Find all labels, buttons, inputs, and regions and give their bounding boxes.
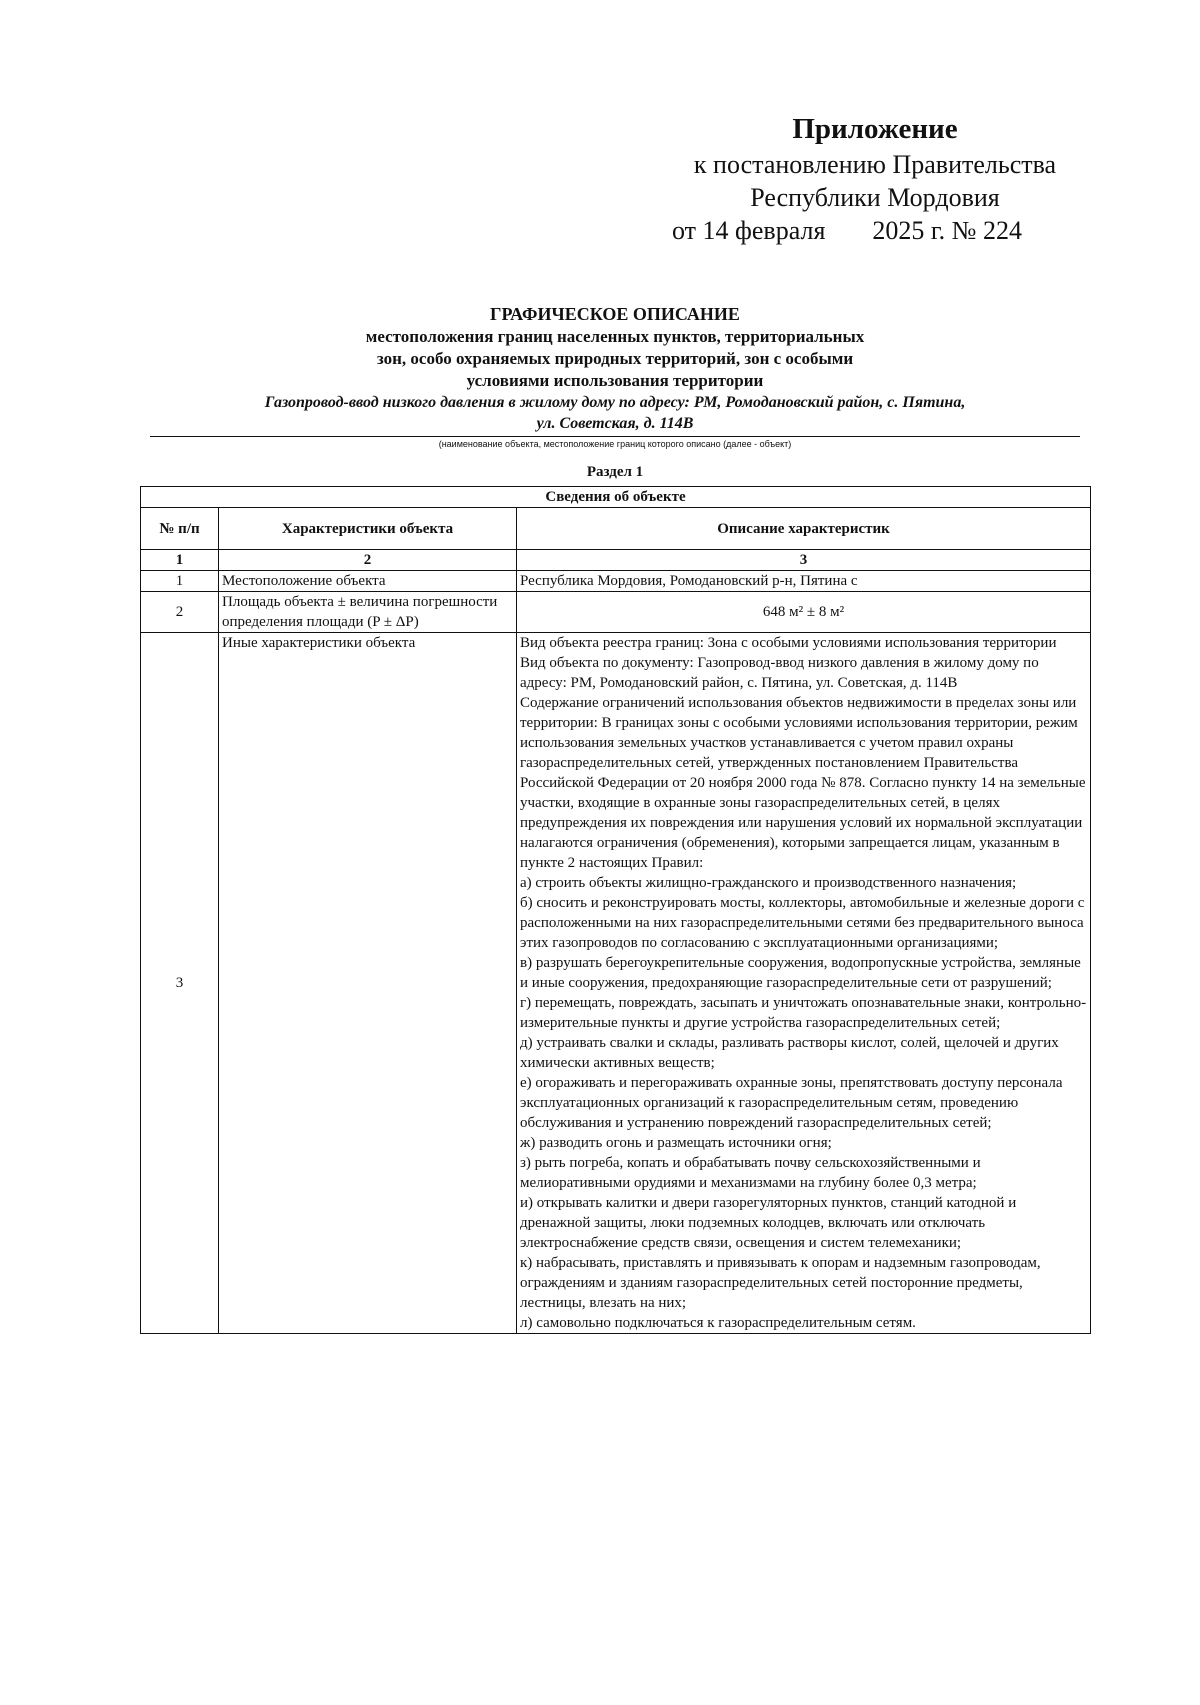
appendix-title: Приложение bbox=[792, 113, 958, 145]
document-subtitle-1: местоположения границ населенных пунктов, территориальных bbox=[365, 327, 865, 346]
row-description bbox=[517, 633, 1091, 1334]
description-paragraph: Вид объекта реестра границ: Зона с особыми условиями использования территории bbox=[520, 635, 1057, 651]
object-name-caption: (наименование объекта, местоположение границ которого описано (далее - объект) bbox=[438, 439, 792, 449]
col-number-3: 3 bbox=[517, 550, 1091, 571]
description-paragraph: и) открывать калитки и двери газорегуляторных пунктов, станций катодной и дренажной защиты, люки подземных колодцев, включать или отключать электроснабжение средств связи, освещения и систем телемеханики; bbox=[520, 1195, 1017, 1251]
row-num: 2 bbox=[141, 592, 219, 633]
date-prefix: от bbox=[672, 216, 697, 245]
row-value: 648 м² ± 8 м² bbox=[517, 592, 1091, 633]
description-paragraph: б) сносить и реконструировать мосты, коллекторы, автомобильные и железные дороги с расположенными на них газораспределительными сетями без предварительного выноса этих газопроводов по согласованию с эксплуатационными организациями; bbox=[520, 895, 1085, 951]
header-characteristics: Характеристики объекта bbox=[219, 508, 517, 550]
object-name-line-2: ул. Советская, д. 114В bbox=[536, 415, 694, 432]
row-num: 1 bbox=[141, 571, 219, 592]
header-description: Описание характеристик bbox=[517, 508, 1091, 550]
row-characteristic: Иные характеристики объекта bbox=[219, 633, 517, 1334]
document-subtitle-2: зон, особо охраняемых природных территорий, зон с особыми bbox=[376, 349, 854, 368]
description-paragraph: е) огораживать и перегораживать охранные зоны, препятствовать доступу персонала эксплуатационных организаций к газораспределительным сетям, проведению обслуживания и устранению повреждений газораспределительных сетей; bbox=[520, 1075, 1063, 1131]
description-paragraph: з) рыть погреба, копать и обрабатывать почву сельскохозяйственными и мелиоративными орудиями и механизмами на глубину более 0,3 метра; bbox=[520, 1155, 981, 1191]
appendix-resolution-line: к постановлению Правительства bbox=[693, 150, 1057, 179]
table-row bbox=[141, 633, 1091, 1334]
appendix-republic-line: Республики Мордовия bbox=[750, 183, 1000, 212]
table-row bbox=[141, 592, 1091, 633]
table-row bbox=[141, 571, 1091, 592]
description-paragraph: а) строить объекты жилищно-гражданского и производственного назначения; bbox=[520, 875, 1017, 891]
date-year: 2025 г. bbox=[872, 216, 946, 245]
appendix-block bbox=[660, 110, 1090, 247]
date-month: февраля bbox=[735, 216, 826, 245]
description-paragraph: ж) разводить огонь и размещать источники огня; bbox=[520, 1135, 832, 1151]
description-paragraph: л) самовольно подключаться к газораспределительным сетям. bbox=[520, 1315, 916, 1331]
document-heading bbox=[140, 302, 1090, 434]
object-info-table bbox=[140, 486, 1091, 1334]
description-paragraph: в) разрушать берегоукрепительные сооружения, водопропускные устройства, земляные и иные сооружения, предохраняющие газораспределительные сети от разрушений; bbox=[520, 955, 1081, 991]
date-day: 14 bbox=[702, 216, 729, 245]
description-paragraph: Вид объекта по документу: Газопровод-ввод низкого давления в жилому дому по адресу: РМ, Ромодановский район, с. Пятина, ул. Советская, д. 114В bbox=[520, 655, 1039, 691]
description-paragraph: д) устраивать свалки и склады, разливать растворы кислот, солей, щелочей и других химически активных веществ; bbox=[520, 1035, 1059, 1071]
col-number-2: 2 bbox=[219, 550, 517, 571]
header-num: № п/п bbox=[141, 508, 219, 550]
description-paragraph: к) набрасывать, приставлять и привязывать к опорам и надземным газопроводам, ограждениям и зданиям газораспределительных сетей посторонние предметы, лестницы, влезать на них; bbox=[520, 1255, 1041, 1311]
table-title: Сведения об объекте bbox=[141, 487, 1091, 508]
object-name-line-1: Газопровод-ввод низкого давления в жилому дому по адресу: РМ, Ромодановский район, с. Пятина, bbox=[264, 394, 966, 411]
document-subtitle-3: условиями использования территории bbox=[466, 371, 764, 390]
row-characteristic: Площадь объекта ± величина погрешности определения площади (P ± ΔP) bbox=[219, 592, 517, 633]
section-label: Раздел 1 bbox=[586, 464, 644, 480]
col-number-1: 1 bbox=[141, 550, 219, 571]
appendix-date-line bbox=[660, 214, 1090, 247]
resolution-number: 224 bbox=[982, 216, 1022, 245]
description-paragraph: Содержание ограничений использования объектов недвижимости в пределах зоны или территории: В границах зоны с особыми условиями использования территории, режим использования земельных участков устанавливается с учетом правил охраны газораспределительных сетей, утвержденных постановлением Правительства Российской Федерации от 20 ноября 2000 года № 878. Согласно пункту 14 на земельные участки, входящие в охранные зоны газораспределительных сетей, в целях предупреждения их повреждения или нарушения условий их нормальной эксплуатации налагаются ограничения (обременения), которыми запрещается лицам, указанным в пункте 2 настоящих Правил: bbox=[520, 695, 1086, 871]
row-value: Республика Мордовия, Ромодановский р-н, Пятина с bbox=[517, 571, 1091, 592]
description-paragraph: г) перемещать, повреждать, засыпать и уничтожать опознавательные знаки, контрольно-измерительные пункты и другие устройства газораспределительных сетей; bbox=[520, 995, 1087, 1031]
number-sign: № bbox=[951, 216, 977, 245]
row-characteristic: Местоположение объекта bbox=[219, 571, 517, 592]
object-name-underline bbox=[150, 436, 1080, 437]
document-title: ГРАФИЧЕСКОЕ ОПИСАНИЕ bbox=[490, 304, 740, 324]
row-num: 3 bbox=[141, 633, 219, 1334]
